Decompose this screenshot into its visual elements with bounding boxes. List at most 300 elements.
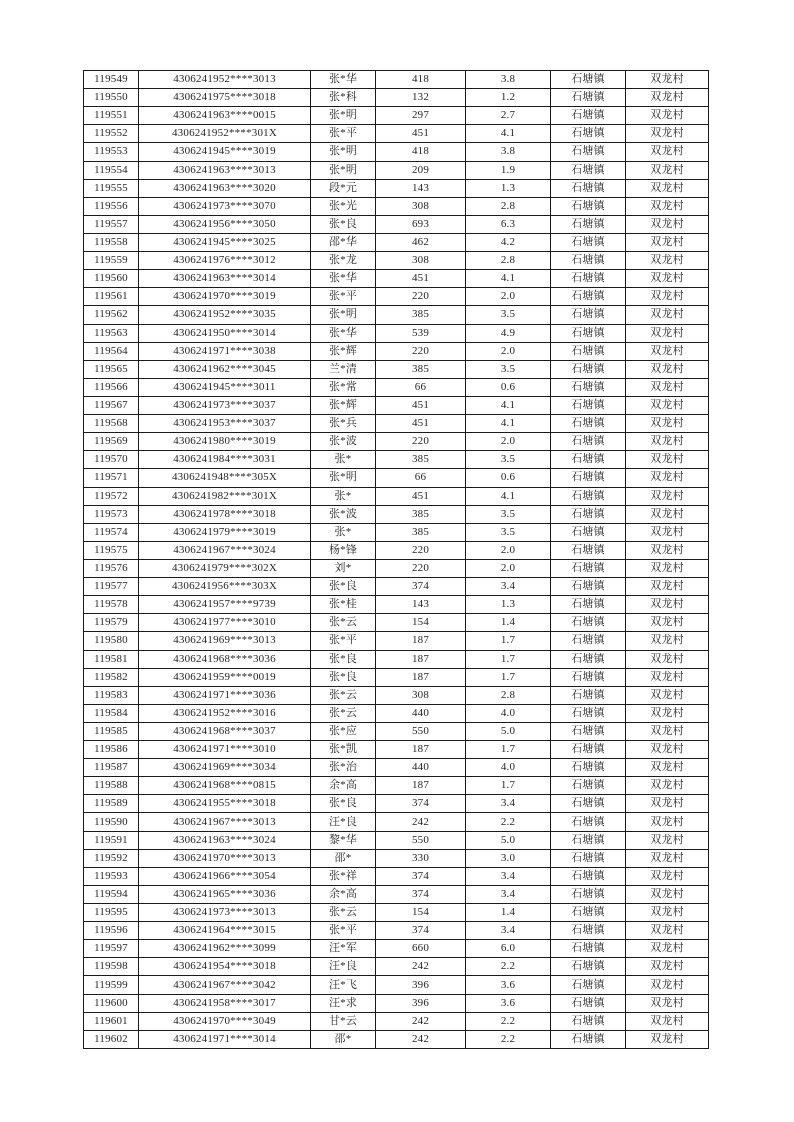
cell-amount: 550	[376, 831, 466, 849]
cell-amount: 132	[376, 89, 466, 107]
table-row	[84, 324, 709, 342]
cell-serial: 119575	[84, 541, 139, 559]
cell-area: 4.1	[466, 270, 551, 288]
cell-id-masked: 4306241963****3024	[139, 831, 311, 849]
cell-town: 石塘镇	[551, 324, 626, 342]
table-row	[84, 722, 709, 740]
cell-serial: 119593	[84, 867, 139, 885]
table-row	[84, 741, 709, 759]
cell-id-masked: 4306241970****3013	[139, 849, 311, 867]
cell-area: 3.4	[466, 867, 551, 885]
cell-village: 双龙村	[626, 541, 709, 559]
table-row	[84, 179, 709, 197]
cell-area: 6.0	[466, 940, 551, 958]
cell-name: 张*云	[311, 704, 376, 722]
cell-amount: 143	[376, 596, 466, 614]
cell-village: 双龙村	[626, 1012, 709, 1030]
cell-id-masked: 4306241965****3036	[139, 885, 311, 903]
cell-area: 1.3	[466, 596, 551, 614]
table-row	[84, 704, 709, 722]
cell-village: 双龙村	[626, 813, 709, 831]
cell-id-masked: 4306241964****3015	[139, 922, 311, 940]
cell-village: 双龙村	[626, 741, 709, 759]
cell-id-masked: 4306241976****3012	[139, 252, 311, 270]
cell-id-masked: 4306241963****3013	[139, 161, 311, 179]
cell-town: 石塘镇	[551, 795, 626, 813]
cell-amount: 451	[376, 415, 466, 433]
cell-town: 石塘镇	[551, 451, 626, 469]
cell-name: 张*	[311, 523, 376, 541]
cell-town: 石塘镇	[551, 233, 626, 251]
table-row	[84, 1030, 709, 1048]
cell-town: 石塘镇	[551, 396, 626, 414]
cell-area: 4.9	[466, 324, 551, 342]
cell-village: 双龙村	[626, 396, 709, 414]
cell-area: 4.1	[466, 125, 551, 143]
cell-amount: 308	[376, 197, 466, 215]
cell-town: 石塘镇	[551, 89, 626, 107]
cell-id-masked: 4306241967****3013	[139, 813, 311, 831]
cell-id-masked: 4306241968****3037	[139, 722, 311, 740]
cell-name: 张*凯	[311, 741, 376, 759]
cell-id-masked: 4306241959****0019	[139, 668, 311, 686]
cell-amount: 187	[376, 777, 466, 795]
table-row	[84, 523, 709, 541]
cell-amount: 143	[376, 179, 466, 197]
cell-village: 双龙村	[626, 849, 709, 867]
cell-name: 汪*军	[311, 940, 376, 958]
cell-name: 张*明	[311, 469, 376, 487]
cell-amount: 418	[376, 71, 466, 89]
cell-village: 双龙村	[626, 451, 709, 469]
table-row	[84, 378, 709, 396]
cell-town: 石塘镇	[551, 867, 626, 885]
table-row	[84, 415, 709, 433]
cell-id-masked: 4306241977****3010	[139, 614, 311, 632]
table-row	[84, 849, 709, 867]
cell-town: 石塘镇	[551, 1012, 626, 1030]
cell-name: 汪*飞	[311, 976, 376, 994]
cell-area: 0.6	[466, 469, 551, 487]
cell-area: 2.8	[466, 686, 551, 704]
cell-area: 2.2	[466, 1012, 551, 1030]
cell-name: 张*华	[311, 324, 376, 342]
cell-village: 双龙村	[626, 867, 709, 885]
cell-amount: 374	[376, 795, 466, 813]
cell-name: 张*祥	[311, 867, 376, 885]
cell-village: 双龙村	[626, 922, 709, 940]
cell-amount: 451	[376, 270, 466, 288]
cell-village: 双龙村	[626, 559, 709, 577]
cell-town: 石塘镇	[551, 686, 626, 704]
cell-area: 1.7	[466, 632, 551, 650]
cell-town: 石塘镇	[551, 523, 626, 541]
cell-area: 5.0	[466, 831, 551, 849]
cell-town: 石塘镇	[551, 469, 626, 487]
table-row	[84, 976, 709, 994]
table-row	[84, 559, 709, 577]
cell-amount: 220	[376, 288, 466, 306]
cell-town: 石塘镇	[551, 179, 626, 197]
cell-serial: 119563	[84, 324, 139, 342]
cell-name: 张*平	[311, 288, 376, 306]
table-row	[84, 632, 709, 650]
cell-village: 双龙村	[626, 342, 709, 360]
cell-town: 石塘镇	[551, 161, 626, 179]
table-row	[84, 777, 709, 795]
cell-area: 3.8	[466, 71, 551, 89]
cell-name: 张*良	[311, 795, 376, 813]
cell-serial: 119573	[84, 505, 139, 523]
cell-amount: 242	[376, 958, 466, 976]
cell-town: 石塘镇	[551, 777, 626, 795]
cell-amount: 242	[376, 1012, 466, 1030]
cell-village: 双龙村	[626, 795, 709, 813]
cell-serial: 119594	[84, 885, 139, 903]
table-row	[84, 396, 709, 414]
cell-name: 甘*云	[311, 1012, 376, 1030]
cell-area: 1.2	[466, 89, 551, 107]
cell-village: 双龙村	[626, 487, 709, 505]
cell-village: 双龙村	[626, 777, 709, 795]
cell-town: 石塘镇	[551, 614, 626, 632]
cell-id-masked: 4306241952****301X	[139, 125, 311, 143]
cell-serial: 119597	[84, 940, 139, 958]
cell-area: 2.2	[466, 813, 551, 831]
cell-serial: 119554	[84, 161, 139, 179]
cell-serial: 119569	[84, 433, 139, 451]
cell-village: 双龙村	[626, 505, 709, 523]
cell-id-masked: 4306241962****3099	[139, 940, 311, 958]
cell-name: 汪*良	[311, 958, 376, 976]
cell-id-masked: 4306241968****0815	[139, 777, 311, 795]
table-row	[84, 125, 709, 143]
table-row	[84, 813, 709, 831]
cell-town: 石塘镇	[551, 541, 626, 559]
cell-id-masked: 4306241967****3024	[139, 541, 311, 559]
cell-serial: 119574	[84, 523, 139, 541]
cell-village: 双龙村	[626, 614, 709, 632]
cell-name: 段*元	[311, 179, 376, 197]
cell-village: 双龙村	[626, 433, 709, 451]
cell-village: 双龙村	[626, 360, 709, 378]
cell-area: 4.2	[466, 233, 551, 251]
cell-serial: 119596	[84, 922, 139, 940]
cell-town: 石塘镇	[551, 578, 626, 596]
cell-amount: 550	[376, 722, 466, 740]
cell-town: 石塘镇	[551, 378, 626, 396]
table-row	[84, 288, 709, 306]
cell-serial: 119570	[84, 451, 139, 469]
table-row	[84, 686, 709, 704]
cell-serial: 119587	[84, 759, 139, 777]
cell-id-masked: 4306241955****3018	[139, 795, 311, 813]
cell-id-masked: 4306241952****3013	[139, 71, 311, 89]
cell-amount: 187	[376, 632, 466, 650]
cell-name: 汪*良	[311, 813, 376, 831]
cell-town: 石塘镇	[551, 288, 626, 306]
cell-name: 张*平	[311, 922, 376, 940]
cell-serial: 119595	[84, 904, 139, 922]
table-row	[84, 940, 709, 958]
cell-village: 双龙村	[626, 415, 709, 433]
cell-name: 张*华	[311, 270, 376, 288]
cell-serial: 119599	[84, 976, 139, 994]
cell-amount: 396	[376, 976, 466, 994]
cell-id-masked: 4306241967****3042	[139, 976, 311, 994]
table-row	[84, 596, 709, 614]
cell-amount: 385	[376, 505, 466, 523]
cell-id-masked: 4306241971****3036	[139, 686, 311, 704]
cell-id-masked: 4306241975****3018	[139, 89, 311, 107]
records-table-body	[84, 71, 709, 1049]
cell-village: 双龙村	[626, 179, 709, 197]
cell-village: 双龙村	[626, 668, 709, 686]
table-row	[84, 252, 709, 270]
cell-name: 张*龙	[311, 252, 376, 270]
cell-area: 4.1	[466, 415, 551, 433]
cell-town: 石塘镇	[551, 813, 626, 831]
cell-id-masked: 4306241957****9739	[139, 596, 311, 614]
cell-name: 张*明	[311, 161, 376, 179]
cell-id-masked: 4306241958****3017	[139, 994, 311, 1012]
cell-id-masked: 4306241954****3018	[139, 958, 311, 976]
cell-town: 石塘镇	[551, 252, 626, 270]
cell-town: 石塘镇	[551, 215, 626, 233]
cell-id-masked: 4306241956****303X	[139, 578, 311, 596]
cell-area: 1.3	[466, 179, 551, 197]
cell-name: 张*光	[311, 197, 376, 215]
cell-village: 双龙村	[626, 523, 709, 541]
cell-serial: 119568	[84, 415, 139, 433]
cell-amount: 374	[376, 885, 466, 903]
cell-name: 刘*	[311, 559, 376, 577]
cell-serial: 119590	[84, 813, 139, 831]
cell-id-masked: 4306241962****3045	[139, 360, 311, 378]
cell-amount: 385	[376, 306, 466, 324]
cell-village: 双龙村	[626, 704, 709, 722]
cell-area: 3.6	[466, 976, 551, 994]
cell-town: 石塘镇	[551, 197, 626, 215]
cell-amount: 308	[376, 686, 466, 704]
cell-town: 石塘镇	[551, 741, 626, 759]
cell-name: 张*波	[311, 433, 376, 451]
cell-name: 张*波	[311, 505, 376, 523]
cell-id-masked: 4306241970****3049	[139, 1012, 311, 1030]
cell-town: 石塘镇	[551, 976, 626, 994]
cell-area: 1.9	[466, 161, 551, 179]
cell-id-masked: 4306241971****3038	[139, 342, 311, 360]
cell-serial: 119549	[84, 71, 139, 89]
cell-serial: 119578	[84, 596, 139, 614]
cell-name: 张*良	[311, 668, 376, 686]
records-table	[83, 70, 709, 1049]
cell-id-masked: 4306241979****302X	[139, 559, 311, 577]
cell-name: 余*高	[311, 885, 376, 903]
cell-village: 双龙村	[626, 722, 709, 740]
table-row	[84, 306, 709, 324]
cell-area: 2.0	[466, 342, 551, 360]
cell-amount: 220	[376, 559, 466, 577]
cell-area: 4.0	[466, 759, 551, 777]
cell-serial: 119601	[84, 1012, 139, 1030]
cell-town: 石塘镇	[551, 668, 626, 686]
table-row	[84, 89, 709, 107]
cell-village: 双龙村	[626, 324, 709, 342]
cell-name: 邵*华	[311, 233, 376, 251]
cell-name: 张*云	[311, 686, 376, 704]
cell-amount: 242	[376, 813, 466, 831]
cell-area: 2.0	[466, 433, 551, 451]
cell-amount: 297	[376, 107, 466, 125]
cell-village: 双龙村	[626, 596, 709, 614]
cell-town: 石塘镇	[551, 940, 626, 958]
cell-serial: 119553	[84, 143, 139, 161]
cell-amount: 154	[376, 614, 466, 632]
cell-village: 双龙村	[626, 161, 709, 179]
table-row	[84, 342, 709, 360]
cell-serial: 119586	[84, 741, 139, 759]
cell-serial: 119562	[84, 306, 139, 324]
cell-village: 双龙村	[626, 469, 709, 487]
cell-name: 张*良	[311, 578, 376, 596]
table-row	[84, 922, 709, 940]
cell-serial: 119556	[84, 197, 139, 215]
cell-id-masked: 4306241950****3014	[139, 324, 311, 342]
cell-amount: 330	[376, 849, 466, 867]
cell-area: 2.2	[466, 1030, 551, 1048]
cell-area: 3.5	[466, 306, 551, 324]
cell-village: 双龙村	[626, 71, 709, 89]
table-row	[84, 143, 709, 161]
cell-town: 石塘镇	[551, 831, 626, 849]
cell-village: 双龙村	[626, 233, 709, 251]
cell-name: 张*良	[311, 215, 376, 233]
cell-area: 1.7	[466, 741, 551, 759]
table-row	[84, 831, 709, 849]
cell-serial: 119558	[84, 233, 139, 251]
cell-amount: 308	[376, 252, 466, 270]
cell-serial: 119602	[84, 1030, 139, 1048]
cell-village: 双龙村	[626, 904, 709, 922]
cell-village: 双龙村	[626, 831, 709, 849]
cell-name: 汪*求	[311, 994, 376, 1012]
cell-id-masked: 4306241963****0015	[139, 107, 311, 125]
cell-village: 双龙村	[626, 288, 709, 306]
cell-village: 双龙村	[626, 306, 709, 324]
cell-town: 石塘镇	[551, 994, 626, 1012]
cell-village: 双龙村	[626, 89, 709, 107]
cell-serial: 119585	[84, 722, 139, 740]
cell-id-masked: 4306241971****3014	[139, 1030, 311, 1048]
cell-amount: 385	[376, 523, 466, 541]
cell-serial: 119565	[84, 360, 139, 378]
cell-amount: 385	[376, 360, 466, 378]
cell-area: 1.7	[466, 650, 551, 668]
cell-amount: 220	[376, 433, 466, 451]
table-row	[84, 867, 709, 885]
cell-serial: 119561	[84, 288, 139, 306]
cell-area: 2.8	[466, 197, 551, 215]
cell-serial: 119577	[84, 578, 139, 596]
cell-amount: 209	[376, 161, 466, 179]
cell-id-masked: 4306241956****3050	[139, 215, 311, 233]
cell-amount: 374	[376, 922, 466, 940]
cell-serial: 119559	[84, 252, 139, 270]
cell-town: 石塘镇	[551, 505, 626, 523]
cell-name: 张*桂	[311, 596, 376, 614]
cell-serial: 119588	[84, 777, 139, 795]
cell-village: 双龙村	[626, 215, 709, 233]
cell-town: 石塘镇	[551, 632, 626, 650]
cell-town: 石塘镇	[551, 487, 626, 505]
cell-amount: 187	[376, 650, 466, 668]
table-row	[84, 795, 709, 813]
cell-area: 3.4	[466, 922, 551, 940]
cell-name: 余*高	[311, 777, 376, 795]
cell-town: 石塘镇	[551, 759, 626, 777]
cell-serial: 119598	[84, 958, 139, 976]
cell-area: 3.4	[466, 578, 551, 596]
cell-id-masked: 4306241963****3020	[139, 179, 311, 197]
cell-area: 0.6	[466, 378, 551, 396]
cell-village: 双龙村	[626, 940, 709, 958]
cell-name: 张*平	[311, 632, 376, 650]
cell-id-masked: 4306241970****3019	[139, 288, 311, 306]
cell-amount: 451	[376, 396, 466, 414]
cell-town: 石塘镇	[551, 1030, 626, 1048]
cell-id-masked: 4306241973****3037	[139, 396, 311, 414]
cell-area: 2.0	[466, 288, 551, 306]
cell-area: 1.4	[466, 614, 551, 632]
table-row	[84, 469, 709, 487]
cell-serial: 119592	[84, 849, 139, 867]
cell-serial: 119550	[84, 89, 139, 107]
cell-town: 石塘镇	[551, 71, 626, 89]
table-row	[84, 578, 709, 596]
cell-area: 1.4	[466, 904, 551, 922]
cell-name: 张*治	[311, 759, 376, 777]
cell-town: 石塘镇	[551, 958, 626, 976]
cell-name: 邵*	[311, 1030, 376, 1048]
cell-name: 张*	[311, 451, 376, 469]
cell-area: 2.0	[466, 559, 551, 577]
cell-village: 双龙村	[626, 1030, 709, 1048]
cell-amount: 693	[376, 215, 466, 233]
cell-area: 3.8	[466, 143, 551, 161]
table-row	[84, 958, 709, 976]
cell-area: 6.3	[466, 215, 551, 233]
cell-town: 石塘镇	[551, 270, 626, 288]
cell-id-masked: 4306241968****3036	[139, 650, 311, 668]
cell-serial: 119551	[84, 107, 139, 125]
cell-area: 2.2	[466, 958, 551, 976]
cell-village: 双龙村	[626, 632, 709, 650]
cell-area: 3.5	[466, 523, 551, 541]
cell-village: 双龙村	[626, 650, 709, 668]
cell-town: 石塘镇	[551, 306, 626, 324]
cell-serial: 119566	[84, 378, 139, 396]
cell-serial: 119560	[84, 270, 139, 288]
cell-id-masked: 4306241945****3025	[139, 233, 311, 251]
cell-town: 石塘镇	[551, 704, 626, 722]
cell-name: 张*应	[311, 722, 376, 740]
cell-village: 双龙村	[626, 270, 709, 288]
cell-id-masked: 4306241945****3011	[139, 378, 311, 396]
cell-id-masked: 4306241945****3019	[139, 143, 311, 161]
cell-amount: 418	[376, 143, 466, 161]
cell-area: 4.1	[466, 487, 551, 505]
